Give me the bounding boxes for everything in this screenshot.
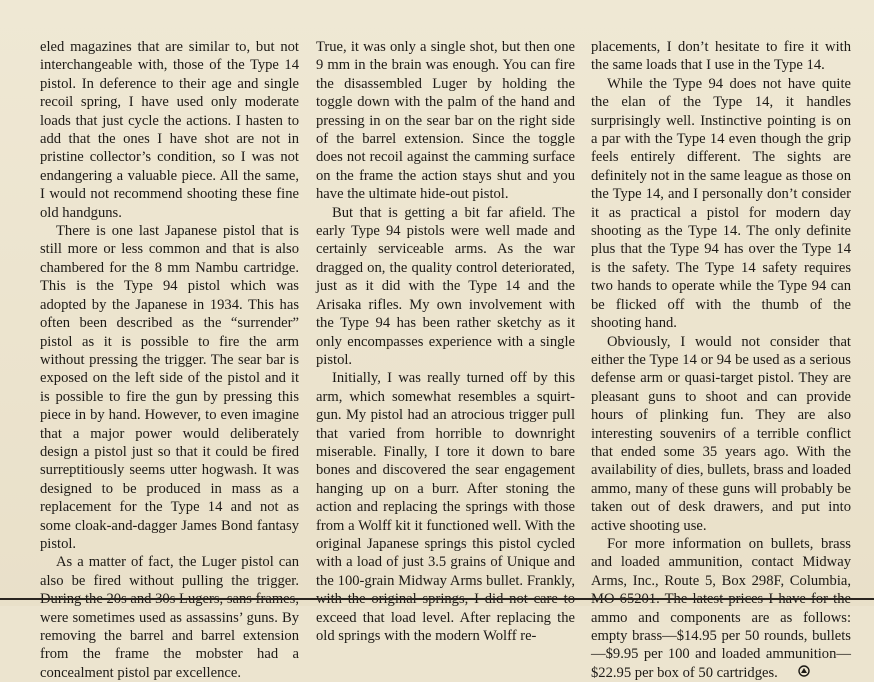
article-column-2 bbox=[316, 38, 575, 645]
paragraph: But that is getting a bit far afield. The early Type 94 pistols were well made and certainly serviceable arms. As the war dragged on, the quality control deteriorated, just as it did with the Type 14 and the Arisaka rifles. My own involvement with the Type 94 has been rather sketchy as it only encompasses experience with a single pistol. bbox=[316, 204, 575, 368]
paragraph: As a matter of fact, the Luger pistol can also be fired without pulling the trigger. were sometimes used as assassins’ guns. By removing the barrel and barrel extension from the frame the mobster had a concealment pistol par excellence. bbox=[40, 554, 299, 681]
bottom-rule bbox=[0, 598, 874, 600]
paragraph: Obviously, I would not consider that either the Type 14 or 94 be used as a serious defense arm or quasi-target pistol. They are pleasant guns to shoot and can provide hours of plinking fun. They are also interesting souvenirs of a terrible conflict that ended some 35 years ago. With the availability of dies, bullets, brass and loaded ammo, many of these guns will probably be taken out of desk drawers, and put into active shooting use. bbox=[591, 333, 851, 534]
paragraph-last bbox=[591, 535, 851, 682]
paragraph: True, it was only a single shot, but then one 9 mm in the brain was enough. You can fire the disassembled Luger by holding the toggle down with the palm of the hand and pressing in on the sear bar on the right side of the barrel extension. Since the toggle does not recoil against the camming surface on the frame the action stays shut and you have the ultimate hide-out pistol. bbox=[316, 39, 575, 203]
paragraph: Initially, I was really turned off by this arm, which somewhat resembles a squirt-gun. My pistol had an atrocious trigger pull that varied from horrible to downright miserable. Finally, I tore it down to bare bones and discovered the sear engagement hanging up on a burr. After stoning the action and replacing the springs with those from a Wolff kit it functioned well. With the original Japanese springs this pistol cycled with a load of just 3.5 grains of Unique and the 100-grain Midway Arms bullet. Frankly, exceed that load level. After replacing the old springs with the modern Wolff re- bbox=[316, 370, 575, 644]
article-column-3 bbox=[591, 38, 851, 682]
paragraph: eled magazines that are similar to, but not interchangeable with, those of the Type 14 pistol. In deference to their age and single recoil spring, I have used only moderate loads that just cycle the actions. I hasten to add that the ones I have shot are not in pristine collector’s condition, so I was not endangering a valuable piece. All the same, I would not recommend shooting these fine old handguns. bbox=[40, 39, 299, 221]
magazine-end-mark-icon bbox=[782, 664, 810, 682]
article-column-1 bbox=[40, 38, 299, 682]
paragraph: There is one last Japanese pistol that is still more or less common and that is also chambered for the 8 mm Nambu cartridge. This is the Type 94 pistol which was adopted by the Japanese in 1934. This has often been described as the “surrender” pistol as it is possible to fire the arm without pressing the trigger. The sear bar is exposed on the left side of the pistol and it is possible to fire the gun by pressing this piece in by hand. However, to even imagine that a major power would deliberately design a pistol just so that it could be fired surreptitiously seems utter hogwash. It was designed to be produced in mass as a replacement for the Type 14 and not as some cloak-and-dagger James Bond fantasy pistol. bbox=[40, 223, 299, 552]
paragraph-text: For more information on bullets, brass and loaded ammunition, contact Midway Arms, Inc., Route 5, Box 298F, Columbia, ammo and components are as follows: empty brass—$14.95 per 50 rounds, bullets—$9.95 per 100 and loaded ammunition—$22.95 per box of 50 cartridges. bbox=[591, 535, 851, 681]
paragraph: While the Type 94 does not have quite the elan of the Type 14, it handles surprisingly well. Instinctive pointing is on a par with the Type 14 even though the grip feels entirely different. The sights are definitely not in the same league as those on the Type 14, and I personally don’t consider it as practical a pistol for modern day shooting as the Type 14. The only definite plus that the Type 94 has over the Type 14 is the safety. The Type 14 safety requires two hands to operate while the Type 94 can be flicked off with the thumb of the shooting hand. bbox=[591, 75, 851, 332]
paragraph: placements, I don’t hesitate to fire it with the same loads that I use in the Type 14. bbox=[591, 39, 851, 74]
